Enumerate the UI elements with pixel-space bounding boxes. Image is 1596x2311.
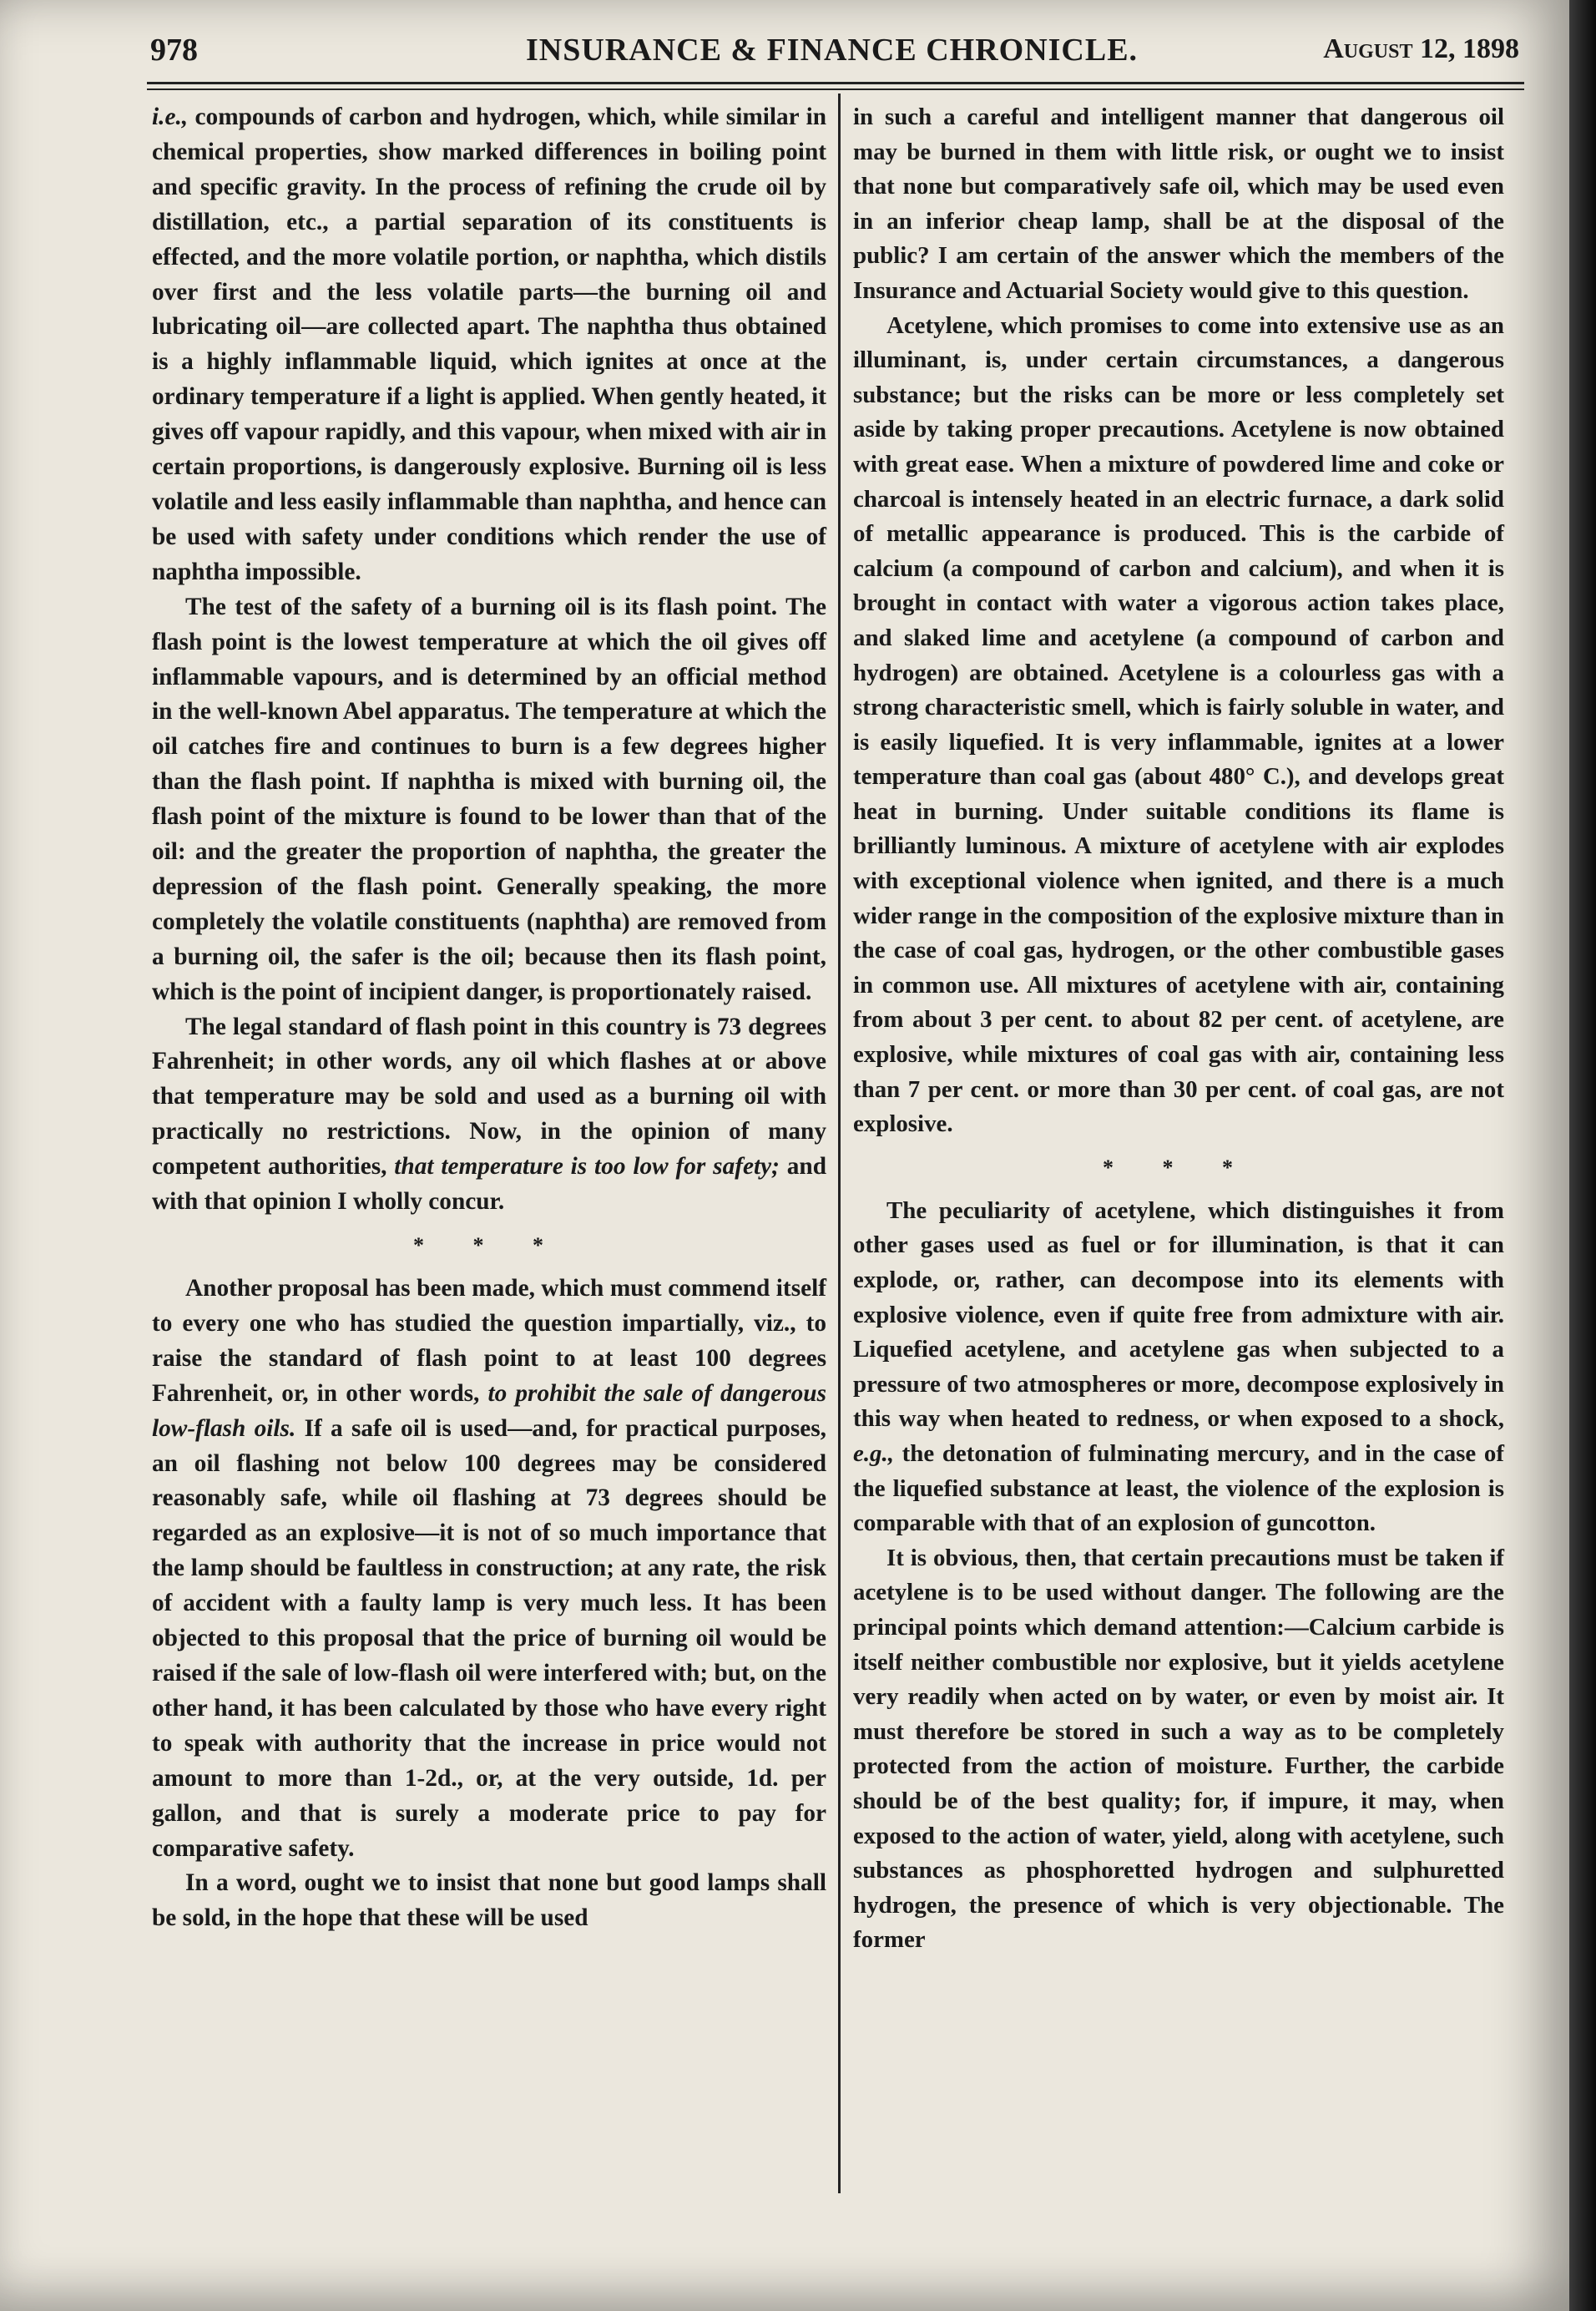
page-header — [150, 27, 1519, 85]
left-paragraph-5: In a word, ought we to insist that none but good lamps shall be sold, in the hope that these will be used — [152, 1869, 826, 1932]
left-paragraph-4-start: Another proposal has been made, which must commend itself to every one who has studied the question impartially, viz., to raise the standard of flash point to at least 100 degrees Fahrenheit, or, in other words, — [152, 1275, 826, 1407]
issue-date: August 12, 1898 — [1323, 33, 1519, 64]
section-separator-right: * * * — [1103, 1155, 1255, 1180]
right-paragraph-4: It is obvious, then, that certain precautions must be taken if acetylene is to be used without danger. The following are the principal points which demand attention:—Calcium carbide is itself neither combustible nor explosive, but it yields acetylene very readily when acted on by water, or even by moist air. It must therefore be stored in such a way as to be completely protected from the action of moisture. Further, the carbide should be of the best quality; for, if impure, it may, when exposed to the action of water, yield, along with acetylene, such substances as phosphoretted hydrogen and sulphuretted hydrogen, the presence of which is very objectionable. The former — [853, 1544, 1504, 1954]
ie-abbrev: i.e., — [152, 104, 189, 130]
left-paragraph-4 — [152, 1272, 826, 1866]
left-paragraph-1 — [152, 100, 826, 590]
section-separator: * * * — [413, 1233, 565, 1257]
header-rule-thin — [147, 88, 1524, 90]
right-paragraph-3-italic: e.g., — [853, 1439, 894, 1467]
publication-title: INSURANCE & FINANCE CHRONICLE. — [526, 33, 1139, 68]
column-divider — [838, 94, 841, 2193]
left-paragraph-3 — [152, 1010, 826, 1220]
left-paragraph-3-end: and with that opinion I wholly concur. — [152, 1153, 826, 1216]
right-column — [853, 100, 1504, 1958]
right-paragraph-3-end: the detonation of fulminating mercury, and in the case of the liquefied substance at least, the violence of the explosion is comparable with that of an explosion of guncotton. — [853, 1439, 1504, 1537]
header-rule — [147, 82, 1524, 84]
right-paragraph-3-start: The peculiarity of acetylene, which distinguishes it from other gases used as fuel or for illumination, is that it can explode, or, rather, can decompose into its elements with explosive violence, even if quite free from admixture with air. Liquefied acetylene, and acetylene gas when subjected to a pressure of two atmospheres or more, decompose explosively in this way when heated to redness, or when exposed to a shock, — [853, 1196, 1504, 1433]
page-number: 978 — [150, 33, 198, 68]
left-paragraph-3-start: The legal standard of flash point in this country is 73 degrees Fahrenheit; in other words, any oil which flashes at or above that temperature may be sold and used as a burning oil with practically no restrictions. Now, in the opinion of many competent authorities, — [152, 1013, 826, 1181]
left-paragraph-3-italic: that temperature is too low for safety; — [394, 1153, 780, 1181]
left-paragraph-4-end: If a safe oil is used—and, for practical purposes, an oil flashing not below 100 degrees may be considered reasonably safe, while oil flashing at 73 degrees should be regarded as an explosive—it is not of so much importance that the lamp should be faultless in construction; at any rate, the risk of accident with a faulty lamp is very much less. It has been objected to this proposal that the price of burning oil would be raised if the sale of low-flash oil were interfered with; but, on the other hand, it has been calculated by those who have every right to speak with authority that the increase in price would not amount to more than 1-2d., or, at the very outside, 1d. per gallon, and that is surely a moderate price to pay for comparative safety. — [152, 1414, 827, 1862]
left-paragraph-2: The test of the safety of a burning oil is its flash point. The flash point is the lowest temperature at which the oil gives off inflammable vapours, and is determined by an official method in the well-known Abel apparatus. The temperature at which the oil catches fire and continues to burn is a few degrees higher than the flash point. If naphtha is mixed with burning oil, the flash point of the mixture is found to be lower than that of the oil: and the greater the proportion of naphtha, the greater the depression of the flash point. Generally speaking, the more completely the volatile constituents (naphtha) are removed from a burning oil, the safer is the oil; because then its flash point, which is the point of incipient danger, is proportionately raised. — [152, 593, 826, 1005]
left-column — [152, 100, 826, 1936]
left-paragraph-1-text: compounds of carbon and hydrogen, which, while similar in chemical properties, show marked differences in boiling point and specific gravity. In the process of refining the crude oil by distillation, etc., a partial separation of its constituents is effected, and the more volatile portion, or naphtha, which distils over first and the less volatile parts—the burning oil and lubricating oil—are collected apart. The naphtha thus obtained is a highly inflammable liquid, which ignites at once at the ordinary temperature if a light is applied. When gently heated, it gives off vapour rapidly, and this vapour, when mixed with air in certain proportions, is dangerously explosive. Burning oil is less volatile and less easily inflammable than naphtha, and hence can be used with safety under conditions which render the use of naphtha impossible. — [152, 104, 826, 585]
right-paragraph-3 — [853, 1194, 1504, 1541]
scan-edge — [1569, 0, 1596, 2311]
right-paragraph-1: in such a careful and intelligent manner that dangerous oil may be burned in them with little risk, or ought we to insist that none but comparatively safe oil, which may be used even in an inferior cheap lamp, shall be at the disposal of the public? I am certain of the answer which the members of the Insurance and Actuarial Society would give to this question. — [853, 104, 1504, 304]
right-paragraph-2: Acetylene, which promises to come into extensive use as an illuminant, is, under certain circumstances, a dangerous substance; but the risks can be more or less completely set aside by taking proper precautions. Acetylene is now obtained with great ease. When a mixture of powdered lime and coke or charcoal is intensely heated in an electric furnace, a dark solid of metallic appearance is produced. This is the carbide of calcium (a compound of carbon and calcium), and when it is brought in contact with water a vigorous action takes place, and slaked lime and acetylene (a compound of carbon and hydrogen) are obtained. Acetylene is a colourless gas with a strong characteristic smell, which is fairly soluble in water, and is easily liquefied. It is very inflammable, ignites at a lower temperature than coal gas (about 480° C.), and develops great heat in burning. Under suitable conditions its flame is brilliantly luminous. A mixture of acetylene with air explodes with exceptional violence when ignited, and there is a much wider range in the composition of the explosive mixture than in the case of coal gas, hydrogen, or the other combustible gases in common use. All mixtures of acetylene with air, containing from about 3 per cent. to about 82 per cent. of acetylene, are explosive, while mixtures of coal gas with air, containing less than 7 per cent. or more than 30 per cent. of coal gas, are not explosive. — [853, 311, 1504, 1138]
left-paragraph-4-italic: to prohibit the sale of dangerous low-flash oils. — [152, 1379, 826, 1442]
